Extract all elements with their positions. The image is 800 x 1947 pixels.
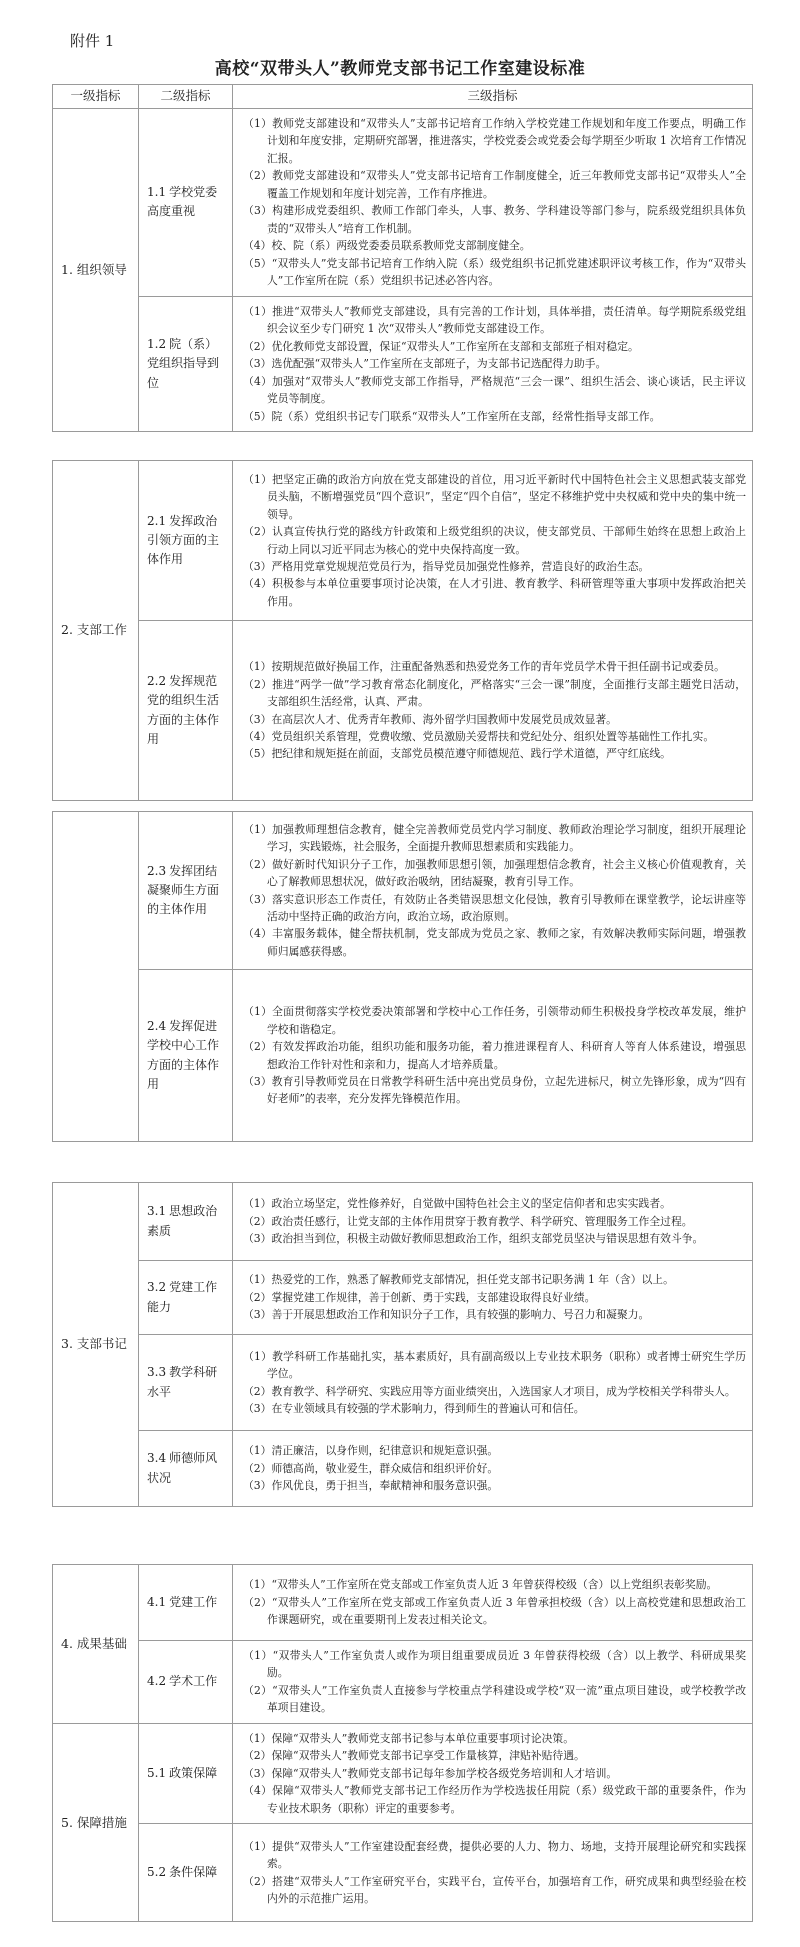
- table-row: [53, 1824, 753, 1922]
- level2-label: 发挥团结凝聚师生方面的主体作用: [147, 863, 220, 917]
- level3-cell: [233, 296, 753, 431]
- level2-cell: [139, 621, 233, 801]
- level3-item: （3）善于开展思想政治工作和知识分子工作，具有较强的影响力、号召力和凝聚力。: [243, 1308, 650, 1322]
- level3-item: （3）构建形成党委组织、教师工作部门牵头，人事、教务、学科建设等部门参与，院系级党组织具体负责的“双带头人”培育工作机制。: [243, 204, 746, 235]
- level2-number: 2.3: [147, 863, 167, 878]
- level3-item: （2）掌握党建工作规律，善于创新、勇于实践，支部建设取得良好业绩。: [243, 1290, 596, 1304]
- level1-cell: 2. 支部工作: [53, 461, 139, 801]
- level3-item: （4）加强对“双带头人”教师党支部工作指导，严格规范“三会一课”、组织生活会、谈心谈话，民主评议党员等制度。: [243, 374, 746, 406]
- level2-number: 3.2: [147, 1280, 167, 1295]
- level3-item: （4）校、院（系）两级党委委员联系教师党支部制度健全。: [243, 239, 531, 253]
- level3-item: （1）加强教师理想信念教育，健全完善教师党员党内学习制度、教师政治理论学习制度，组织开展理论学习，实践锻炼，社会服务，全面提升教师思想素质和实践能力。: [243, 822, 746, 854]
- level3-item: （4）党员组织关系管理，党费收缴、党员激励关爱帮扶和党纪处分、组织处置等基础性工作扎实。: [243, 729, 715, 743]
- level3-cell: [233, 1824, 753, 1922]
- level1-cell: [53, 812, 139, 1142]
- level3-cell: [233, 812, 753, 970]
- table-row: [53, 621, 753, 801]
- level3-item: （1）按期规范做好换届工作，注重配备熟悉和热爱党务工作的青年党员学术骨干担任副书记或委员。: [243, 660, 725, 674]
- table-row: [53, 1261, 753, 1335]
- standards-table-part-3: [52, 811, 753, 1142]
- header-level2: 二级指标: [139, 85, 233, 109]
- level3-item: （1）“双带头人”工作室所在党支部或工作室负责人近 3 年曾获得校级（含）以上党组织表彰奖励。: [243, 1578, 718, 1592]
- level3-item: （2）“双带头人”工作室所在党支部或工作室负责人近 3 年曾承担校级（含）以上高校党建和思想政治工作课题研究，或在重要期刊上发表过相关论文。: [243, 1595, 746, 1627]
- level3-item: （1）全面贯彻落实学校党委决策部署和学校中心工作任务，引领带动师生积极投身学校改革发展，维护学校和谐稳定。: [243, 1005, 746, 1036]
- header-level1: 一级指标: [53, 85, 139, 109]
- level3-cell: [233, 1565, 753, 1641]
- table-row: [53, 1723, 753, 1823]
- level2-cell: [139, 1183, 233, 1261]
- document-title: 高校“双带头人”教师党支部书记工作室建设标准: [214, 59, 586, 79]
- standards-table-part-1: [52, 84, 753, 432]
- table-row: [53, 1183, 753, 1261]
- level2-number: 1.1: [147, 185, 167, 200]
- level3-item: （4）积极参与本单位重要事项讨论决策，在人才引进、教育教学、科研管理等重大事项中发挥政治把关作用。: [243, 577, 746, 608]
- level2-number: 4.2: [147, 1674, 167, 1689]
- level3-item: （1）教师党支部建设和“双带头人”支部书记培育工作纳入学校党建工作规划和年度工作要点，明确工作计划和年度安排，定期研究部署，推进落实，学校党委会或党委会每学期至少听取 1 次培育工作情况汇报。: [243, 117, 746, 165]
- level3-item: （3）在专业领域具有较强的学术影响力，得到师生的普遍认可和信任。: [243, 1401, 585, 1415]
- level3-item: （2）优化教师党支部设置，保证“双带头人”工作室所在支部和支部班子相对稳定。: [243, 339, 639, 353]
- level3-item: （3）保障“双带头人”教师党支部书记每年参加学校各级党务培训和人才培训。: [243, 1766, 618, 1780]
- level2-cell: [139, 812, 233, 970]
- level2-number: 2.2: [147, 674, 167, 689]
- level1-cell: 1. 组织领导: [53, 109, 139, 432]
- level3-item: （2）师德高尚，敬业爱生，群众威信和组织评价好。: [243, 1461, 499, 1475]
- table-row: [53, 296, 753, 431]
- level3-item: （4）丰富服务载体，健全帮扶机制，党支部成为党员之家、教师之家，有效解决教师实际问题，增强教师归属感获得感。: [243, 927, 746, 958]
- level3-item: （1）教学科研工作基础扎实，基本素质好，具有副高级以上专业技术职务（职称）或者博士研究生学历学位。: [243, 1349, 746, 1381]
- level2-number: 1.2: [147, 337, 167, 352]
- level2-number: 5.2: [147, 1865, 167, 1880]
- table-row: [53, 109, 753, 297]
- level2-number: 2.1: [147, 513, 167, 528]
- level2-number: 3.3: [147, 1365, 167, 1380]
- level2-label: 师德师风状况: [147, 1451, 218, 1485]
- level2-cell: [139, 1641, 233, 1724]
- level3-item: （1）提供“双带头人”工作室建设配套经费，提供必要的人力、物力、场地，支持开展理论研究和实践探索。: [243, 1839, 746, 1871]
- level2-label: 发挥政治引领方面的主体作用: [147, 513, 220, 567]
- level3-item: （5）把纪律和规矩挺在前面，支部党员模范遵守师德规范、践行学术道德，严守红底线。: [243, 747, 671, 761]
- level2-label: 条件保障: [169, 1865, 218, 1880]
- level1-cell: 4. 成果基础: [53, 1565, 139, 1724]
- level3-item: （2）“双带头人”工作室负责人直接参与学校重点学科建设或学校“双一流”重点项目建设，或学校教学改革项目建设。: [243, 1683, 746, 1715]
- standards-table-part-4: [52, 1182, 753, 1507]
- table-row: [53, 970, 753, 1142]
- level3-item: （2）政治责任感行，让党支部的主体作用贯穿于教育教学、科学研究、管理服务工作全过程。: [243, 1214, 693, 1228]
- level3-item: （1）推进“双带头人”教师党支部建设，具有完善的工作计划，具体举措，责任清单。每学期院系级党组织会议至少专门研究 1 次“双带头人”教师党支部建设工作。: [243, 304, 746, 336]
- level2-number: 3.1: [147, 1204, 167, 1219]
- level3-item: （2）教育教学、科学研究、实践应用等方面业绩突出，入选国家人才项目，成为学校相关学科带头人。: [243, 1384, 736, 1398]
- level2-label: 教学科研水平: [147, 1365, 218, 1399]
- level2-cell: [139, 109, 233, 297]
- level2-label: 院（系）党组织指导到位: [147, 337, 220, 390]
- level2-cell: [139, 1431, 233, 1507]
- level3-cell: [233, 1183, 753, 1261]
- level2-label: 党建工作: [169, 1594, 218, 1609]
- level3-item: （3）教育引导教师党员在日常教学科研生活中亮出党员身份，立起先进标尺，树立先锋形象，成为“四有好老师”的表率，充分发挥先锋模范作用。: [243, 1074, 746, 1106]
- level3-item: （2）认真宣传执行党的路线方针政策和上级党组织的决议，使支部党员、干部师生始终在思想上政治上行动上同以习近平同志为核心的党中央保持高度一致。: [243, 525, 746, 556]
- level1-cell: 5. 保障措施: [53, 1723, 139, 1921]
- table-row: [53, 461, 753, 621]
- level3-item: （4）保障“双带头人”教师党支部书记工作经历作为学校选拔任用院（系）级党政干部的重要条件，作为专业技术职务（职称）评定的重要参考。: [243, 1784, 746, 1815]
- level2-number: 5.1: [147, 1766, 167, 1781]
- level2-cell: [139, 461, 233, 621]
- level2-label: 党建工作能力: [147, 1280, 218, 1314]
- table-row: [53, 812, 753, 970]
- level3-item: （3）落实意识形态工作责任，有效防止各类错误思想文化侵蚀，教育引导教师在课堂教学，论坛讲座等活动中坚持正确的政治方向，政治立场，政治原则。: [243, 892, 746, 923]
- level3-cell: [233, 461, 753, 621]
- level3-item: （1）“双带头人”工作室负责人或作为项目组重要成员近 3 年曾获得校级（含）以上教学、科研成果奖励。: [243, 1649, 746, 1680]
- level3-item: （2）教师党支部建设和“双带头人”党支部书记培育工作制度健全，近三年教师党支部书记“双带头人”全覆盖工作规划和年度计划完善，工作有序推进。: [243, 169, 746, 200]
- level3-item: （2）搭建“双带头人”工作室研究平台，实践平台，宣传平台，加强培育工作，研究成果和典型经验在校内外的示范推广运用。: [243, 1874, 746, 1906]
- standards-table-part-2: [52, 460, 753, 801]
- level3-cell: [233, 970, 753, 1142]
- level1-cell: 3. 支部书记: [53, 1183, 139, 1507]
- level3-item: （2）保障“双带头人”教师党支部书记享受工作量核算，津贴补贴待遇。: [243, 1749, 585, 1763]
- level2-cell: [139, 1261, 233, 1335]
- table-row: [53, 1335, 753, 1431]
- level3-item: （2）做好新时代知识分子工作，加强教师思想引领，加强理想信念教育，社会主义核心价值观教育，关心了解教师思想状况，做好政治吸纳，团结凝聚，教育引导工作。: [243, 857, 746, 889]
- level2-label: 政策保障: [169, 1766, 218, 1781]
- level3-item: （1）把坚定正确的政治方向放在党支部建设的首位，用习近平新时代中国特色社会主义思想武装支部党员头脑，不断增强党员“四个意识”，坚定“四个自信”，坚定不移维护党中央权威和党中央的集中统一领导。: [243, 472, 746, 521]
- table-row: [53, 1641, 753, 1724]
- level2-number: 3.4: [147, 1451, 167, 1466]
- level2-cell: [139, 296, 233, 431]
- level2-label: 思想政治素质: [147, 1204, 218, 1238]
- level3-item: （5）“双带头人”党支部书记培育工作纳入院（系）级党组织书记抓党建述职评议考核工作，作为“双带头人”工作室所在院（系）党组织书记述必答内容。: [243, 256, 746, 288]
- level3-item: （3）严格用党章党规规范党员行为，指导党员加强党性修养，营造良好的政治生态。: [243, 559, 650, 573]
- level3-item: （2）有效发挥政治功能，组织功能和服务功能，着力推进课程育人、科研育人等育人体系建设，增强思想政治工作针对性和亲和力，提高人才培养质量。: [243, 1040, 746, 1071]
- level3-item: （2）推进“两学一做”学习教育常态化制度化，严格落实“三会一课”制度，全面推行支部主题党日活动，支部组织生活经常，认真、严肃。: [243, 677, 746, 709]
- annex-label: 附件 1: [70, 32, 115, 50]
- level3-item: （3）在高层次人才、优秀青年教师、海外留学归国教师中发展党员成效显著。: [243, 712, 617, 726]
- level2-number: 2.4: [147, 1019, 167, 1034]
- level3-item: （1）热爱党的工作，熟悉了解教师党支部情况，担任党支部书记职务满 1 年（含）以上。: [243, 1273, 674, 1287]
- level3-item: （3）政治担当到位，积极主动做好教师思想政治工作，组织支部党员坚决与错误思想有效斗争。: [243, 1232, 704, 1246]
- level3-item: （1）政治立场坚定，党性修养好，自觉做中国特色社会主义的坚定信仰者和忠实实践者。: [243, 1197, 671, 1211]
- level3-cell: [233, 1431, 753, 1507]
- level3-cell: [233, 1723, 753, 1823]
- table-header-row: [53, 85, 753, 109]
- level2-cell: [139, 1335, 233, 1431]
- level2-label: 学校党委高度重视: [147, 185, 218, 219]
- level2-cell: [139, 1824, 233, 1922]
- level3-cell: [233, 1641, 753, 1724]
- level2-cell: [139, 1565, 233, 1641]
- table-row: [53, 1431, 753, 1507]
- header-level3: 三级指标: [233, 85, 753, 109]
- level3-item: （3）作风优良，勇于担当，奉献精神和服务意识强。: [243, 1479, 499, 1493]
- level3-item: （3）选优配强“双带头人”工作室所在支部班子，为支部书记选配得力助手。: [243, 357, 607, 371]
- table-row: [53, 1565, 753, 1641]
- standards-table-part-5: [52, 1564, 753, 1922]
- level2-label: 发挥促进学校中心工作方面的主体作用: [147, 1019, 220, 1091]
- level3-item: （1）保障“双带头人”教师党支部书记参与本单位重要事项讨论决策。: [243, 1731, 575, 1745]
- level3-cell: [233, 1335, 753, 1431]
- level3-cell: [233, 621, 753, 801]
- level2-label: 发挥规范党的组织生活方面的主体作用: [147, 674, 220, 746]
- level3-item: （1）清正廉洁，以身作则，纪律意识和规矩意识强。: [243, 1444, 499, 1458]
- level2-number: 4.1: [147, 1594, 167, 1609]
- level3-item: （5）院（系）党组织书记专门联系“双带头人”工作室所在支部，经常性指导支部工作。: [243, 409, 661, 423]
- level3-cell: [233, 1261, 753, 1335]
- level2-cell: [139, 1723, 233, 1823]
- level3-cell: [233, 109, 753, 297]
- level2-label: 学术工作: [169, 1674, 218, 1689]
- level2-cell: [139, 970, 233, 1142]
